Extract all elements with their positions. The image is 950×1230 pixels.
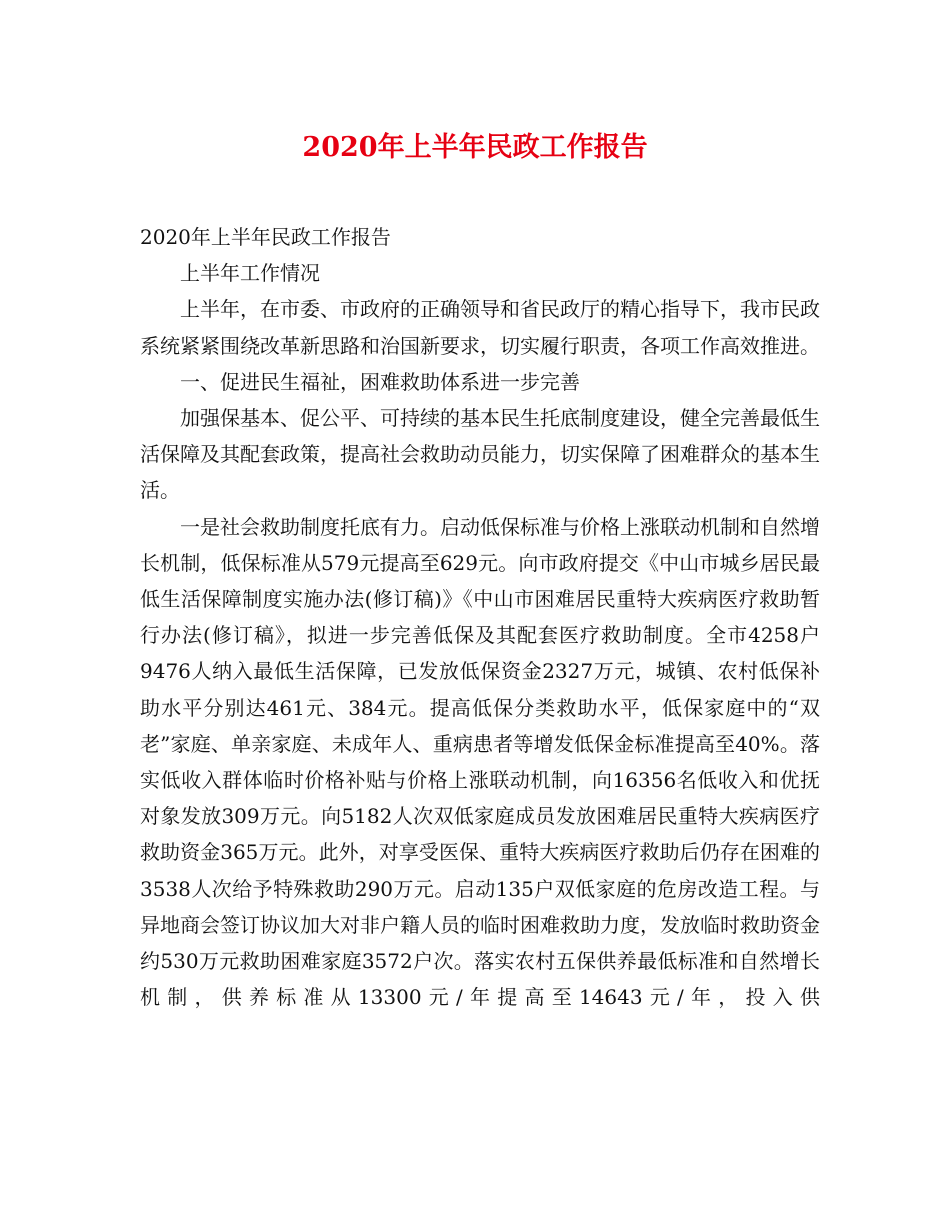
paragraph-section-title: 上半年工作情况 [180,261,320,286]
paragraph-subsection-title: 一、促进民生福祉，困难救助体系进一步完善 [180,369,580,394]
paragraph-intro: 上半年，在市委、市政府的正确领导和省民政厅的精心指导下，我市民政系统紧紧围绕改革新思路和治国新要求，切实履行职责，各项工作高效推进。 [140,297,820,358]
paragraph-heading: 2020年上半年民政工作报告 [140,225,391,249]
paragraph-summary: 加强保基本、促公平、可持续的基本民生托底制度建设，健全完善最低生活保障及其配套政策，提高社会救助动员能力，切实保障了困难群众的基本生活。 [140,406,820,503]
document-body [140,219,820,1015]
paragraph-details: 一是社会救助制度托底有力。启动低保标准与价格上涨联动机制和自然增长机制，低保标准从579元提高至629元。向市政府提交《中山市城乡居民最低生活保障制度实施办法(修订稿)》《中山市困难居民重特大疾病医疗救助暂行办法(修订稿》，拟进一步完善低保及其配套医疗救助制度。全市4258户9476人纳入最低生活保障，已发放低保资金2327万元，城镇、农村低保补助水平分别达461元、384元。提高低保分类救助水平，低保家庭中的“双老”家庭、单亲家庭、未成年人、重病患者等增发低保金标准提高至40%。落实低收入群体临时价格补贴与价格上涨联动机制，向16356名低收入和优抚对象发放309万元。向5182人次双低家庭成员发放困难居民重特大疾病医疗救助资金365万元。此外，对享受医保、重特大疾病医疗救助后仍存在困难的3538人次给予特殊救助290万元。启动135户双低家庭的危房改造工程。与异地商会签订协议加大对非户籍人员的临时困难救助力度，发放临时救助资金约530万元救助困难家庭3572户次。落实农村五保供养最低标准和自然增长机制，供养标准从13300元/年提高至14643元/年，投入供 [140,514,820,1010]
document-title: 2020年上半年民政工作报告 [302,132,648,163]
